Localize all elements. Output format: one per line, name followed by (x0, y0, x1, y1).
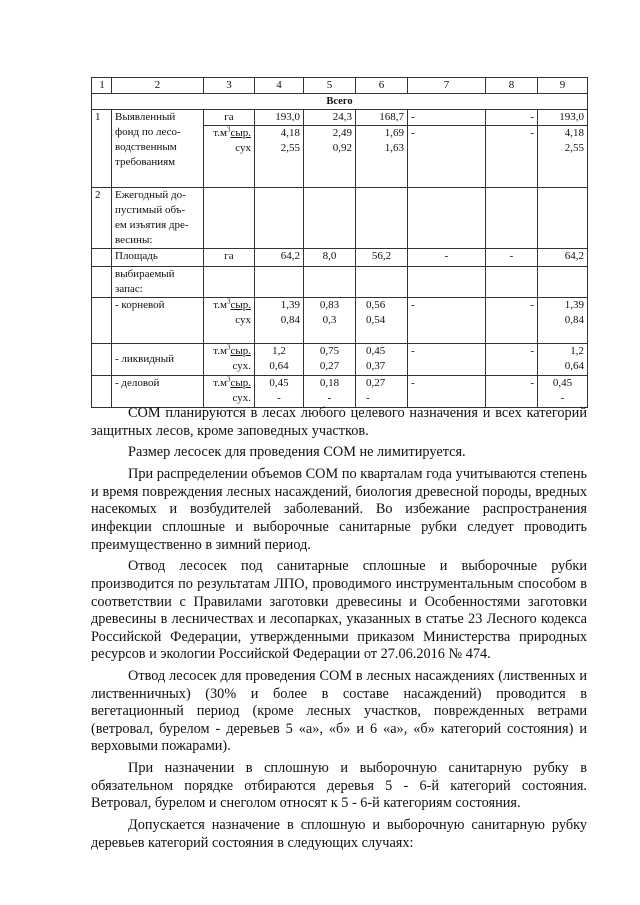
table-row (92, 249, 588, 267)
value-line: 2,55 (564, 142, 584, 154)
label-line: требованиям (115, 156, 176, 168)
value-line: 0,83 (319, 299, 340, 311)
value-cell (356, 126, 408, 188)
value-cell: 24,3 (304, 110, 356, 126)
row-label: - корневой (112, 298, 204, 344)
unit-cell (204, 376, 255, 408)
value-cell: - (486, 344, 538, 376)
label-line: выбираемый (115, 268, 175, 280)
unit-cell: га (204, 110, 255, 126)
value-cell (255, 376, 304, 408)
value-cell: - (408, 344, 486, 376)
value-cell: - (486, 126, 538, 188)
value-line: 0,64 (564, 360, 584, 372)
value-cell: 193,0 (538, 110, 588, 126)
paragraph: Отвод лесосек под санитарные сплошные и выборочные рубки производится по результатам ЛПО, проводимого инструментальным способом в соответствии с Правилами заготовки древесины и Особенностями заготовки древесины в лесничествах и лесопарках, указанных в статье 23 Лесного кодекса Российской Федерации, утвержденными приказом Министерства природных ресурсов и экологии Российской Федерации от 27.06.2016 № 474. (91, 558, 587, 663)
unit-line2: сух (235, 142, 251, 154)
header-cell: 3 (204, 78, 255, 94)
value-line: 0,18 (319, 377, 340, 389)
value-cell: - (486, 376, 538, 408)
value-line: 0,45 (269, 377, 289, 389)
paragraph: Размер лесосек для проведения СОМ не лимитируется. (128, 444, 466, 461)
value-cell: - (486, 249, 538, 267)
value-line: 1,63 (384, 142, 404, 154)
unit-base: т.м (213, 377, 227, 389)
label-line: водственным (115, 141, 177, 153)
value-cell: - (486, 110, 538, 126)
value-line: 0,64 (269, 360, 289, 372)
table-row (92, 188, 588, 249)
value-line: 0,92 (332, 142, 352, 154)
unit-line2: сух. (232, 360, 251, 372)
header-cell: 2 (112, 78, 204, 94)
value-cell: - (408, 376, 486, 408)
value-cell: 64,2 (255, 249, 304, 267)
value-line: 0,84 (564, 314, 584, 326)
value-line: 0,84 (280, 314, 300, 326)
header-cell: 8 (486, 78, 538, 94)
unit-cell (204, 298, 255, 344)
value-line: 4,18 (564, 127, 584, 139)
value-line: 1,69 (384, 127, 404, 139)
label-line: пустимый объ- (115, 204, 186, 216)
value-line: 0,37 (366, 360, 386, 372)
table-row (92, 376, 588, 408)
row-label (112, 110, 204, 188)
value-line: 0,45 (552, 377, 573, 389)
value-cell (538, 344, 588, 376)
value-cell: - (408, 110, 486, 126)
paragraph: При назначении в сплошную и выборочную санитарную рубку в обязательном порядке отбираются деревья 5 - 6-й категорий состояния. Ветровал, бурелом и снеголом относят к 5 - 6-й категориям состояния. (91, 760, 587, 812)
value-line: 0,3 (322, 314, 337, 326)
header-cell: 6 (356, 78, 408, 94)
value-line: 0,56 (366, 299, 386, 311)
row-label (112, 188, 204, 249)
table-row (92, 298, 588, 344)
value-cell (304, 298, 356, 344)
body-text (91, 405, 587, 857)
header-cell: 4 (255, 78, 304, 94)
value-cell (255, 126, 304, 188)
value-cell: - (408, 249, 486, 267)
unit-sup: 3 (226, 375, 231, 384)
value-cell (255, 298, 304, 344)
value-line: 0,54 (366, 314, 386, 326)
value-line: 2,49 (332, 127, 352, 139)
paragraph: Отвод лесосек для проведения СОМ в лесных насаждениях (лиственных и лиственничных) (30% и более в составе насаждений) проводится в вегетационный период (кроме лесных участков, поврежденных ветрами (ветровал, бурелом - деревьев 5 «а», «б» и 6 «а», «б» категорий состояния) и верховыми пожарами). (91, 668, 587, 755)
value-cell: - (408, 298, 486, 344)
value-line: - (277, 392, 281, 404)
unit-tail: сыр. (230, 377, 251, 389)
unit-base: т.м (213, 299, 227, 311)
label-line: Ежегодный до- (115, 189, 186, 201)
value-line: 4,18 (280, 127, 300, 139)
unit-cell (204, 126, 255, 188)
value-cell: 168,7 (356, 110, 408, 126)
row-number: 2 (92, 188, 112, 249)
value-line: 0,27 (366, 377, 386, 389)
row-label (112, 267, 204, 298)
value-cell (255, 344, 304, 376)
section-title: Всего (92, 94, 588, 110)
value-cell (538, 126, 588, 188)
unit-base: т.м (213, 345, 227, 357)
value-line: 2,55 (280, 142, 300, 154)
value-cell: 193,0 (255, 110, 304, 126)
paragraph: При распределении объемов СОМ по кварталам года учитываются степень и время повреждения лесных насаждений, биология древесной породы, вредных насекомых и возбудителей заболеваний. Во избежание распространения инфекции сплошные и выборочные санитарные рубки следует проводить преимущественно в зимний период. (91, 466, 587, 553)
table-header-row (92, 78, 588, 94)
value-line: - (560, 392, 565, 404)
label-line: ем изъятия дре- (115, 219, 189, 231)
label-line: запас: (115, 283, 143, 295)
row-label: - деловой (112, 376, 204, 408)
section-row (92, 94, 588, 110)
unit-base: т.м (213, 127, 227, 139)
unit-tail: сыр. (230, 299, 251, 311)
unit-sup: 3 (226, 125, 231, 134)
value-cell (356, 344, 408, 376)
table-row (92, 110, 588, 126)
header-cell: 5 (304, 78, 356, 94)
value-line: 0,75 (319, 345, 340, 357)
value-cell (304, 344, 356, 376)
value-line: 0,27 (319, 360, 340, 372)
unit-cell: га (204, 249, 255, 267)
unit-line2: сух (235, 314, 251, 326)
value-cell: 56,2 (356, 249, 408, 267)
header-cell: 9 (538, 78, 588, 94)
row-label: Площадь (112, 249, 204, 267)
row-label: - ликвидный (112, 344, 204, 376)
table-row (92, 344, 588, 376)
value-line: 0,45 (366, 345, 386, 357)
value-cell (538, 376, 588, 408)
row-number: 1 (92, 110, 112, 188)
unit-sup: 3 (226, 297, 231, 306)
label-line: весины: (115, 234, 153, 246)
value-cell (304, 376, 356, 408)
label-line: Выявленный (115, 111, 176, 123)
value-cell: 64,2 (538, 249, 588, 267)
paragraph: Допускается назначение в сплошную и выборочную санитарную рубку деревьев категорий состояния в следующих случаях: (91, 817, 587, 851)
value-line: 1,39 (280, 299, 300, 311)
unit-tail: сыр. (230, 345, 251, 357)
paragraph: СОМ планируются в лесах любого целевого назначения и всех категорий защитных лесов, кроме заповедных участков. (91, 405, 587, 439)
unit-tail: сыр. (230, 127, 251, 139)
value-cell (304, 126, 356, 188)
unit-cell (204, 344, 255, 376)
value-cell: 8,0 (304, 249, 356, 267)
forest-volume-table (91, 77, 588, 408)
value-line: 1,2 (570, 345, 584, 357)
value-cell (538, 298, 588, 344)
value-cell (356, 298, 408, 344)
unit-sup: 3 (226, 343, 231, 352)
value-line: 1,39 (564, 299, 584, 311)
value-line: 1,2 (272, 345, 286, 357)
value-cell (356, 376, 408, 408)
value-line: - (366, 392, 370, 404)
header-cell: 7 (408, 78, 486, 94)
label-line: фонд по лесо- (115, 126, 181, 138)
unit-line2: сух. (232, 392, 251, 404)
value-line: - (327, 392, 332, 404)
value-cell: - (486, 298, 538, 344)
table-row (92, 267, 588, 298)
value-cell: - (408, 126, 486, 188)
header-cell: 1 (92, 78, 112, 94)
